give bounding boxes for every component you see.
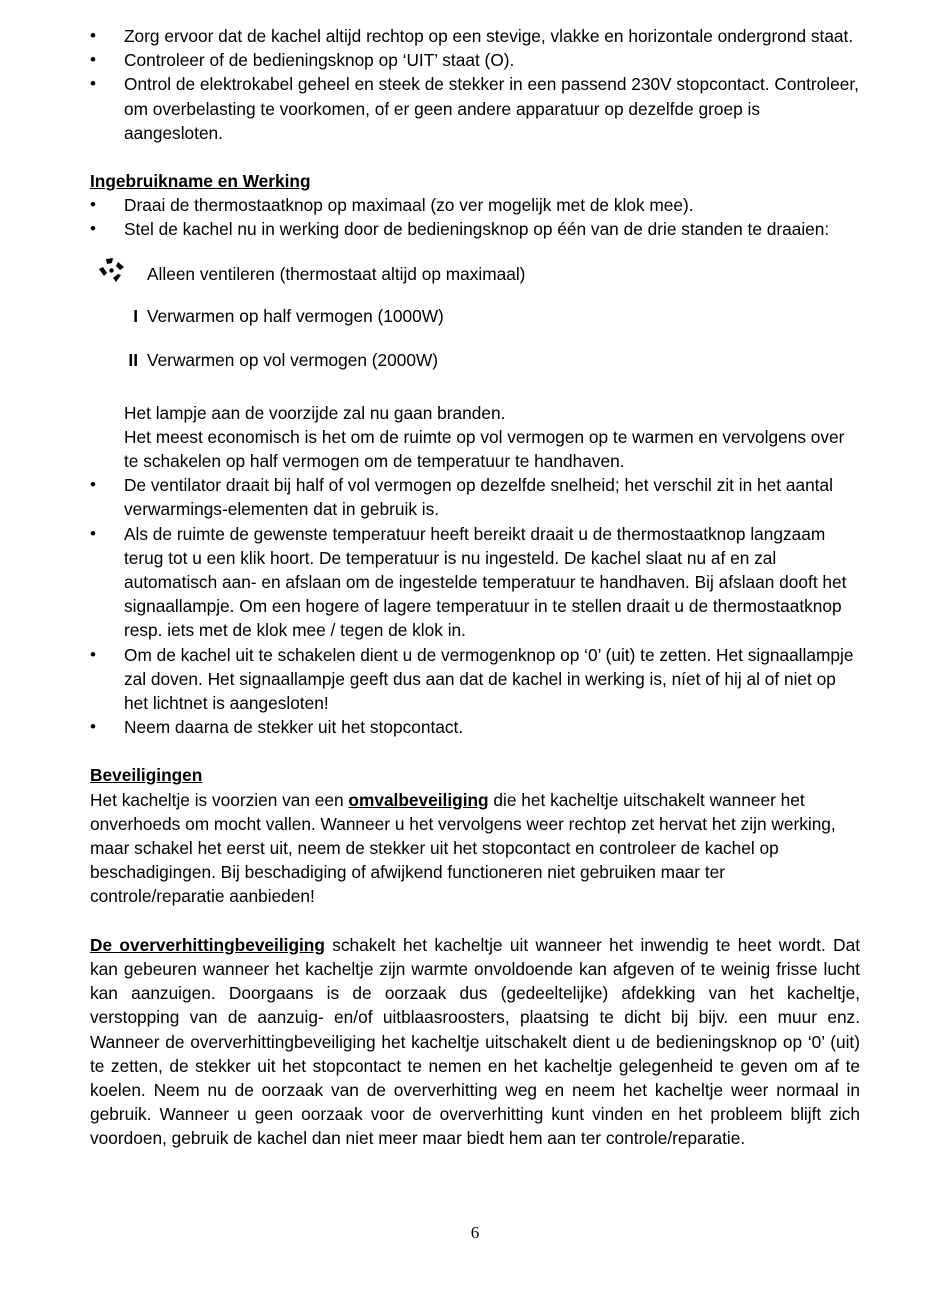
intro-bullet-list xyxy=(90,24,860,145)
mode-symbol: II xyxy=(128,349,138,370)
fan-icon xyxy=(96,255,128,287)
list-item: • Controleer of de bedieningsknop op ‘UIT’ staat (O). xyxy=(90,48,860,72)
lamp-text: Het lampje aan de voorzijde zal nu gaan branden. xyxy=(124,402,506,423)
mode-label: Alleen ventileren (thermostaat altijd op maximaal) xyxy=(147,263,526,284)
list-item: • Stel de kachel nu in werking door de bedieningsknop op één van de drie standen te draaien: xyxy=(90,217,860,241)
mode-label: Verwarmen op vol vermogen (2000W) xyxy=(147,349,439,370)
mode-row-half xyxy=(90,304,860,326)
paragraph-text: Het kacheltje is voorzien van een xyxy=(90,789,349,810)
emphasis-term: De oververhittingbeveiliging xyxy=(90,934,325,955)
list-item: • Draai de thermostaatknop op maximaal (zo ver mogelijk met de klok mee). xyxy=(90,193,860,217)
mode-row-full xyxy=(90,348,860,370)
section-heading-ingebruikname: Ingebruikname en Werking xyxy=(90,171,311,192)
list-item: • Als de ruimte de gewenste temperatuur heeft bereikt draait u de thermostaatknop langzaam terug tot u een klik hoort. De temperatuur is nu ingesteld. De kachel slaat nu af en zal automatisch aan- en afslaan om de ingestelde temperatuur te handhaven. Bij afslaan dooft het signaallampje. Om een hogere of lagere temperatuur in te stellen draait u de thermostaatknop resp. iets met de klok mee / tegen de klok in. xyxy=(90,522,860,643)
economy-text: Het meest economisch is het om de ruimte op vol vermogen op te warmen en vervolgens over te schakelen op half vermogen om de temperatuur te handhaven. xyxy=(124,426,845,472)
mode-label: Verwarmen op half vermogen (1000W) xyxy=(147,305,444,326)
list-item: • Zorg ervoor dat de kachel altijd rechtop op een stevige, vlakke en horizontale ondergrond staat. xyxy=(90,24,860,48)
emphasis-term: omvalbeveiliging xyxy=(348,789,489,810)
section-heading-beveiligingen: Beveiligingen xyxy=(90,765,203,786)
list-item: • Om de kachel uit te schakelen dient u de vermogenknop op ‘0’ (uit) te zetten. Het signaallampje zal doven. Het signaallampje geeft dus aan dat de kachel in werking is, níet of hij al of niet op het lichtnet is aangesloten! xyxy=(90,643,860,716)
mode-symbol: I xyxy=(133,305,138,326)
list-item: • Neem daarna de stekker uit het stopcontact. xyxy=(90,715,860,739)
paragraph-text: schakelt het kacheltje uit wanneer het inwendig te heet wordt. Dat kan gebeuren wanneer het kacheltje zijn warmte onvoldoende kan afgeven of te weinig frisse lucht kan aanzuigen. Doorgaans is de oorzaak dus (gedeeltelijke) afdekking van het kacheltje, verstopping van de aanzuig- en/of uitblaasroosters, plaatsing te dicht bij bijv. een muur enz. Wanneer de oververhittingbeveiliging het kacheltje uitschakelt dient u de bedieningsknop op ‘0’ (uit) te zetten, de stekker uit het stopcontact te nemen en het kacheltje gelegenheid te geven om af te koelen. Neem nu de oorzaak van de oververhitting weg en neem het kacheltje weer normaal in gebruik. Wanneer u geen oorzaak voor de oververhitting kunt vinden en het probleem blijft zich voordoen, gebruik de kachel dan niet meer maar biedt hem aan ter controle/reparatie. xyxy=(90,934,860,1149)
document-page xyxy=(90,24,860,1151)
list-item: • Ontrol de elektrokabel geheel en steek de stekker in een passend 230V stopcontact. Controleer, om overbelasting te voorkomen, of er geen andere apparatuur op dezelfde groep is aangesloten. xyxy=(90,72,860,145)
paragraph-text: die het kacheltje uitschakelt wanneer het onverhoeds om mocht vallen. Wanneer u het vervolgens weer rechtop zet hervat het zijn werking, maar schakel het eerst uit, neem de stekker uit het stopcontact en controleer de kachel op beschadigingen. Bij beschadiging of afwijkend functioneren niet gebruiken maar ter controle/reparatie aanbieden! xyxy=(90,789,836,907)
mode-row-fan xyxy=(90,262,860,284)
usage-bullet-list xyxy=(90,193,860,241)
page-number: 6 xyxy=(470,1223,480,1242)
tip-over-protection-paragraph xyxy=(90,788,860,909)
list-item: • De ventilator draait bij half of vol vermogen op dezelfde snelheid; het verschil zit in het aantal verwarmings-elementen dat in gebruik is. xyxy=(90,473,860,521)
overheat-protection-paragraph xyxy=(90,933,860,1151)
operation-bullet-list xyxy=(90,473,860,739)
